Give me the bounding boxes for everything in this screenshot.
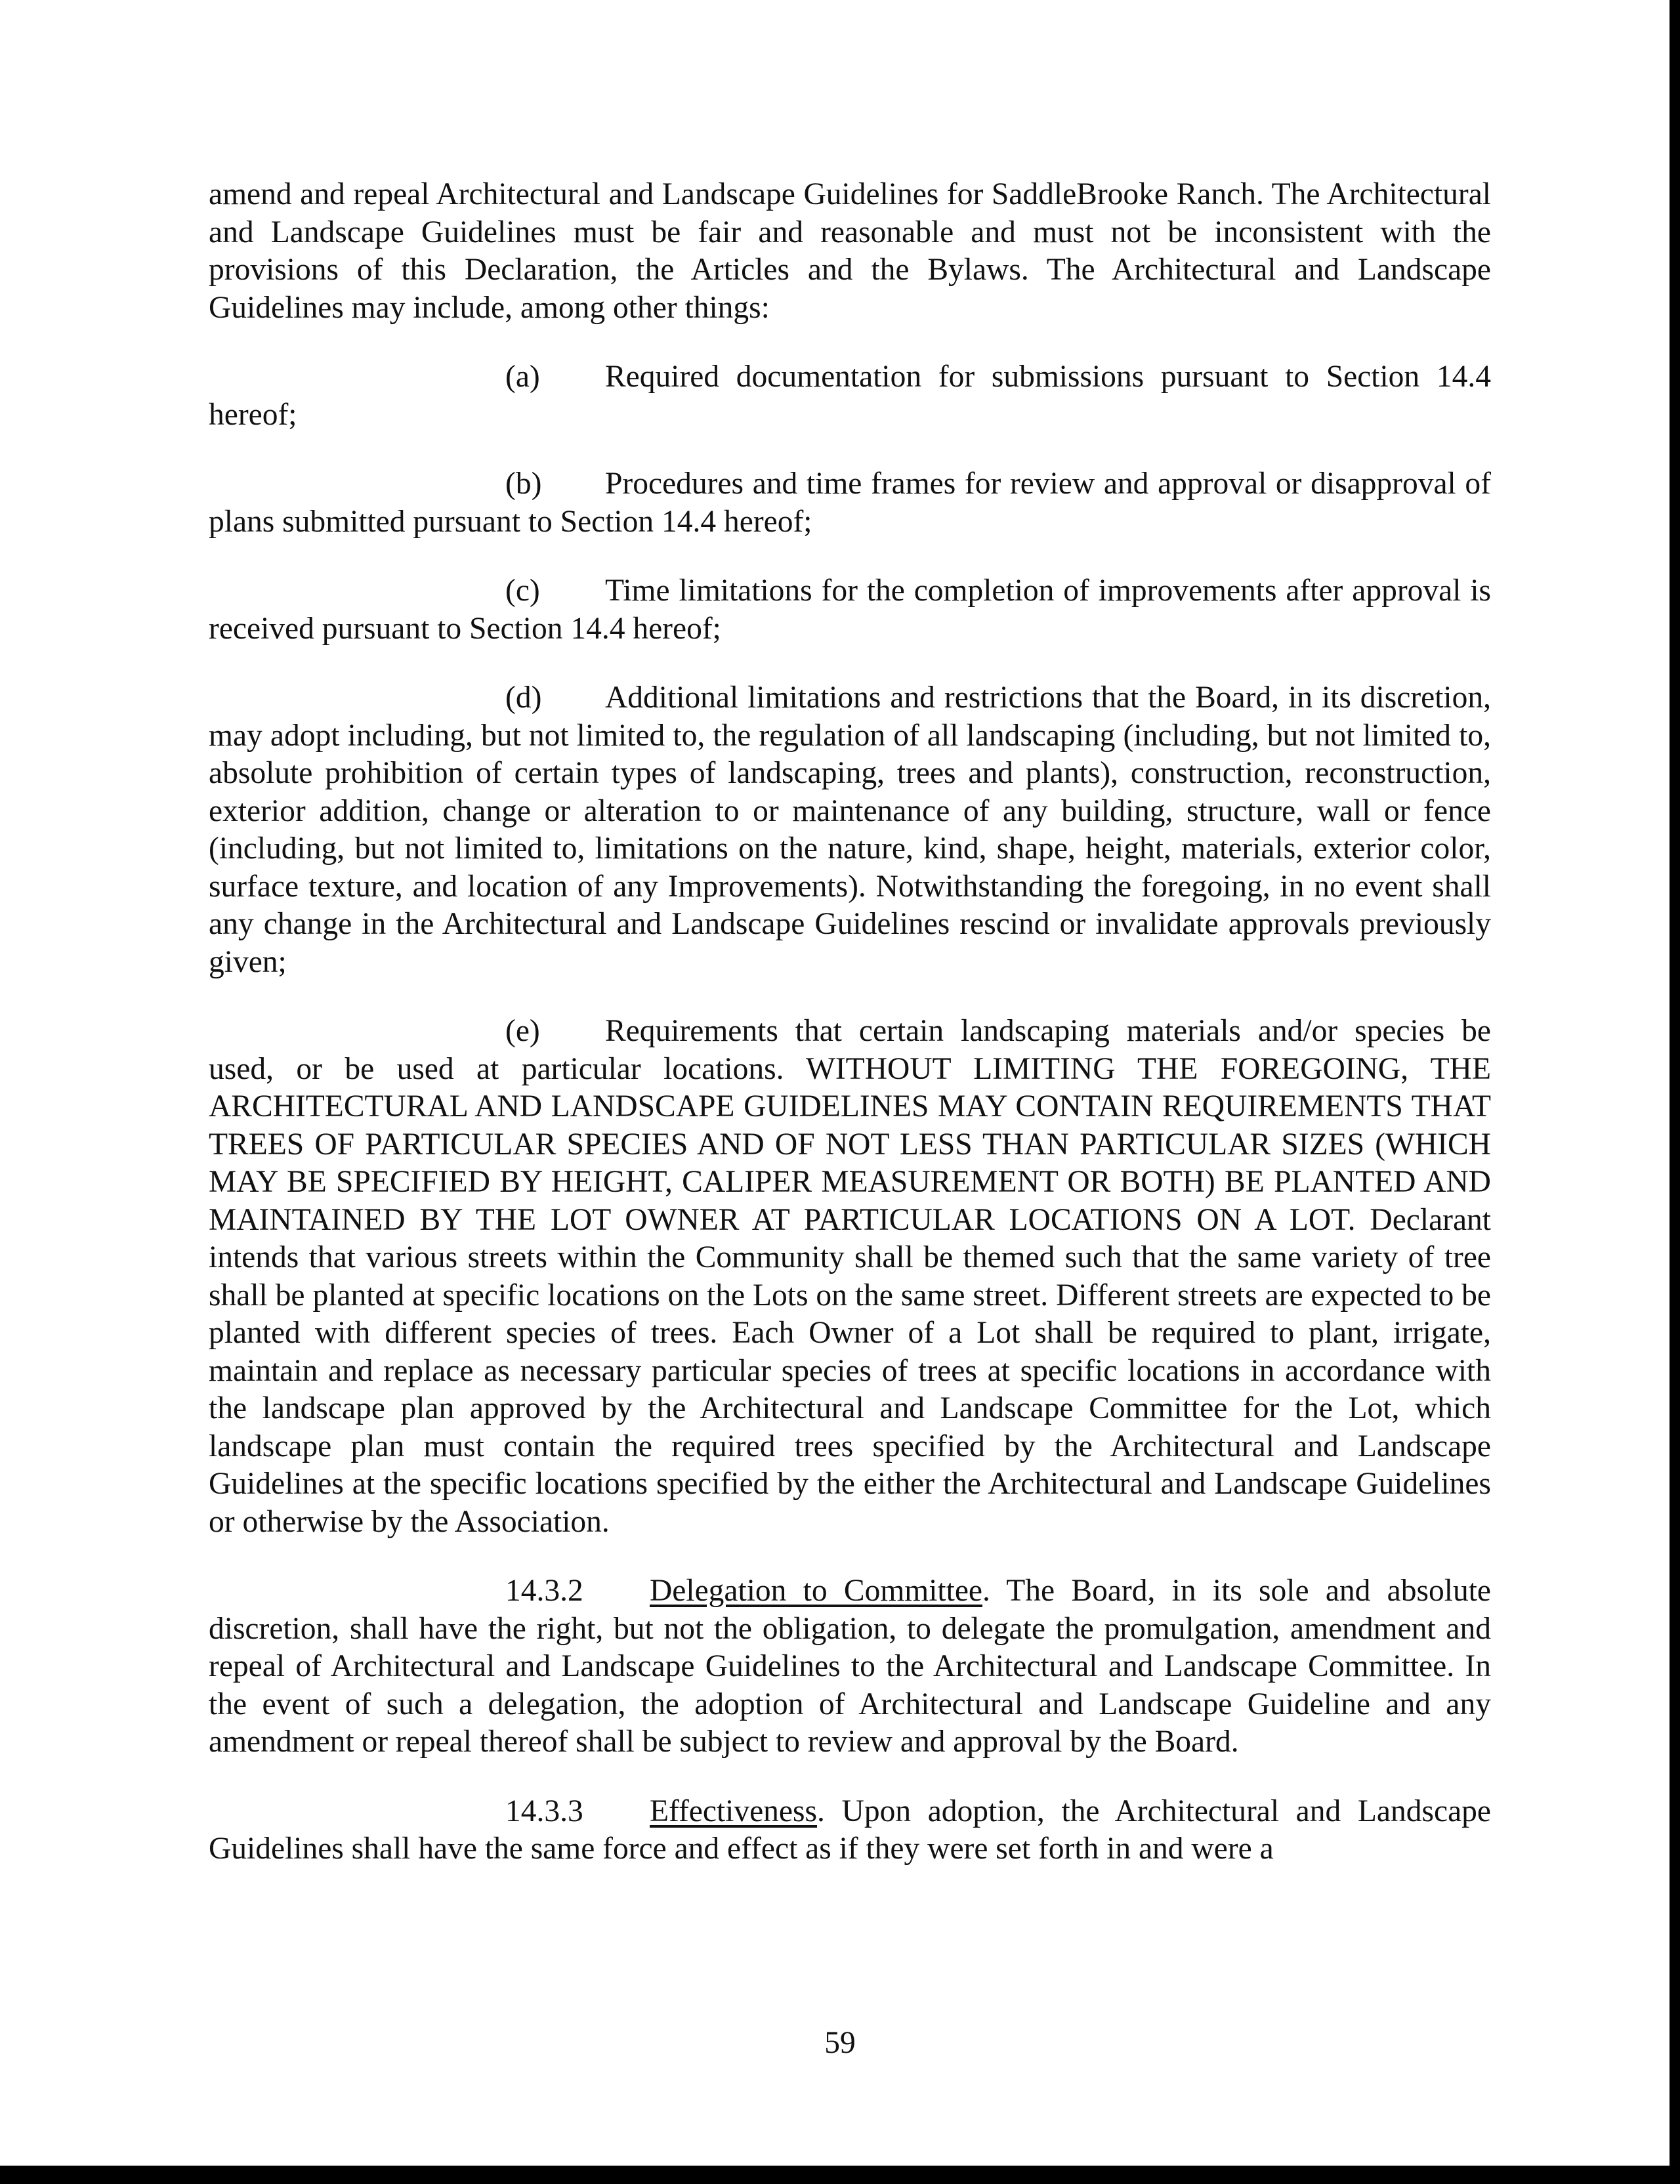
section-number: 14.3.2 bbox=[505, 1574, 583, 1608]
section-14-3-2 bbox=[209, 1572, 1491, 1761]
page-number: 59 bbox=[824, 2026, 856, 2060]
item-label-d: (d) bbox=[505, 681, 542, 715]
list-item-c bbox=[209, 572, 1491, 648]
document-body bbox=[209, 176, 1491, 1868]
section-text: . The Board, in its sole and absolute discretion, shall have the right, but not the obligation, to delegate the promulgation, amendment and repeal of Architectural and Landscape Guidelines to the Architectural and Landscape Committee. In the event of such a delegation, the adoption of Architectural and Landscape Guideline and any amendment or repeal thereof shall be subject to review and approval by the Board. bbox=[209, 1574, 1491, 1759]
list-item-a bbox=[209, 358, 1491, 434]
item-label-c: (c) bbox=[505, 574, 540, 608]
item-label-a: (a) bbox=[505, 360, 540, 394]
item-label-e: (e) bbox=[505, 1014, 540, 1048]
section-number: 14.3.3 bbox=[505, 1794, 583, 1828]
item-text-e: Requirements that certain landscaping materials and/or species be used, or be used at particular locations. WITHOUT LIMITING THE FOREGOING, THE ARCHITECTURAL AND LANDSCAPE GUIDELINES MAY CONTAIN REQUIREMENTS THAT TREES OF PARTICULAR SPECIES AND OF NOT LESS THAN PARTICULAR SIZES (WHICH MAY BE SPECIFIED BY HEIGHT, CALIPER MEASUREMENT OR BOTH) BE PLANTED AND MAINTAINED BY THE LOT OWNER AT PARTICULAR LOCATIONS ON A LOT. Declarant intends that various streets within the Community shall be themed such that the same variety of tree shall be planted at specific locations on the Lots on the same street. Different streets are expected to be planted with different species of trees. Each Owner of a Lot shall be required to plant, irrigate, maintain and replace as necessary particular species of trees at specific locations in accordance with the landscape plan approved by the Architectural and Landscape Committee for the Lot, which landscape plan must contain the required trees specified by the Architectural and Landscape Guidelines at the specific locations specified by the either the Architectural and Landscape Guidelines or otherwise by the Association. bbox=[209, 1014, 1491, 1539]
intro-paragraph: amend and repeal Architectural and Landscape Guidelines for SaddleBrooke Ranch. The Architectural and Landscape Guidelines must be fair and reasonable and must not be inconsistent with the provisions of this Declaration, the Articles and the Bylaws. The Architectural and Landscape Guidelines may include, among other things: bbox=[209, 177, 1491, 325]
scan-border-bottom bbox=[0, 2166, 1680, 2184]
paragraph-gap bbox=[209, 1761, 1491, 1793]
item-text-d: Additional limitations and restrictions that the Board, in its discretion, may adopt including, but not limited to, the regulation of all landscaping (including, but not limited to, absolute prohibition of certain types of landscaping, trees and plants), construction, reconstruction, exterior addition, change or alteration to or maintenance of any building, structure, wall or fence (including, but not limited to, limitations on the nature, kind, shape, height, materials, exterior color, surface texture, and location of any Improvements). Notwithstanding the foregoing, in no event shall any change in the Architectural and Landscape Guidelines rescind or invalidate approvals previously given; bbox=[209, 681, 1491, 979]
list-item-b bbox=[209, 465, 1491, 541]
section-title: Delegation to Committee bbox=[650, 1574, 982, 1608]
list-item-e bbox=[209, 1013, 1491, 1541]
list-item-d bbox=[209, 679, 1491, 981]
scan-border-right bbox=[1670, 0, 1680, 2184]
section-title: Effectiveness bbox=[650, 1794, 817, 1828]
section-text: . Upon adoption, the Architectural and Landscape Guidelines shall have the same force and effect as if they were set forth in and were a bbox=[209, 1794, 1491, 1866]
item-text-a: Required documentation for submissions pursuant to Section 14.4 hereof; bbox=[209, 360, 1491, 432]
paragraph-gap bbox=[209, 327, 1491, 358]
paragraph-gap bbox=[209, 1541, 1491, 1572]
section-14-3-3 bbox=[209, 1793, 1491, 1868]
paragraph-gap bbox=[209, 541, 1491, 572]
paragraph-gap bbox=[209, 648, 1491, 679]
paragraph-gap bbox=[209, 981, 1491, 1013]
item-label-b: (b) bbox=[505, 467, 542, 501]
paragraph-gap bbox=[209, 434, 1491, 465]
item-text-c: Time limitations for the completion of improvements after approval is received pursuant to Section 14.4 hereof; bbox=[209, 574, 1491, 646]
item-text-b: Procedures and time frames for review and approval or disapproval of plans submitted pursuant to Section 14.4 hereof; bbox=[209, 467, 1491, 539]
